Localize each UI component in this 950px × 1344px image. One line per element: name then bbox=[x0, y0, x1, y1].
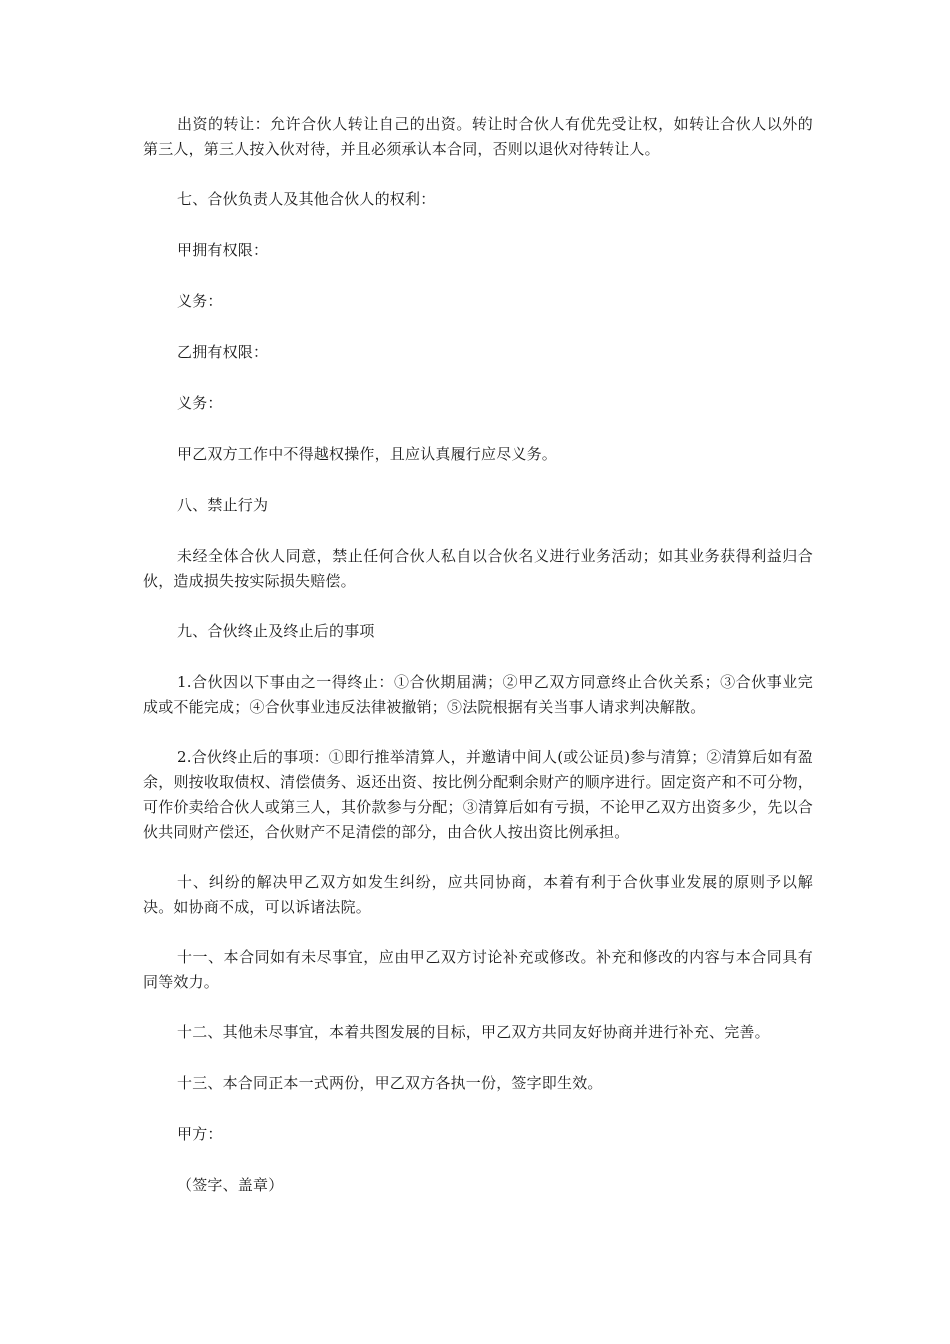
signature-seal-note: （签字、盖章） bbox=[177, 1176, 284, 1194]
paragraph-prohibited-acts: 未经全体合伙人同意，禁止任何合伙人私自以合伙名义进行业务活动；如其业务获得利益归合伙，造成损失按实际损失赔偿。 bbox=[143, 547, 813, 590]
party-b-rights: 乙拥有权限： bbox=[177, 343, 269, 361]
heading-section-8: 八、禁止行为 bbox=[177, 496, 269, 514]
paragraph-no-overstep: 甲乙双方工作中不得越权操作，且应认真履行应尽义务。 bbox=[177, 445, 558, 463]
party-a-rights: 甲拥有权限： bbox=[177, 241, 269, 259]
paragraph-termination-causes: 1.合伙因以下事由之一得终止：①合伙期届满；②甲乙双方同意终止合伙关系；③合伙事业完成或不能完成；④合伙事业违反法律被撤销；⑤法院根据有关当事人请求判决解散。 bbox=[143, 673, 813, 716]
paragraph-other-matters: 十二、其他未尽事宜，本着共图发展的目标，甲乙双方共同友好协商并进行补充、完善。 bbox=[177, 1023, 770, 1041]
paragraph-copies: 十三、本合同正本一式两份，甲乙双方各执一份，签字即生效。 bbox=[177, 1074, 603, 1092]
paragraph-post-termination: 2.合伙终止后的事项：①即行推举清算人，并邀请中间人(或公证员)参与清算；②清算后如有盈余，则按收取债权、清偿债务、返还出资、按比例分配剩余财产的顺序进行。固定资产和不可分物，可作价卖给合伙人或第三人，其价款参与分配；③清算后如有亏损，不论甲乙双方出资多少，先以合伙共同财产偿还，合伙财产不足清偿的部分，由合伙人按出资比例承担。 bbox=[143, 748, 813, 841]
party-a-duties: 义务： bbox=[177, 292, 223, 310]
heading-section-9: 九、合伙终止及终止后的事项 bbox=[177, 622, 375, 640]
document-page bbox=[143, 112, 813, 1224]
party-b-duties: 义务： bbox=[177, 394, 223, 412]
paragraph-dispute-resolution: 十、纠纷的解决甲乙双方如发生纠纷，应共同协商，本着有利于合伙事业发展的原则予以解决。如协商不成，可以诉诸法院。 bbox=[143, 873, 813, 916]
paragraph-capital-transfer: 出资的转让：允许合伙人转让自己的出资。转让时合伙人有优先受让权，如转让合伙人以外的第三人，第三人按入伙对待，并且必须承认本合同，否则以退伙对待转让人。 bbox=[143, 115, 813, 158]
party-a-signature-label: 甲方： bbox=[177, 1125, 223, 1143]
heading-section-7: 七、合伙负责人及其他合伙人的权利： bbox=[177, 190, 436, 208]
paragraph-supplements: 十一、本合同如有未尽事宜，应由甲乙双方讨论补充或修改。补充和修改的内容与本合同具有同等效力。 bbox=[143, 948, 813, 991]
